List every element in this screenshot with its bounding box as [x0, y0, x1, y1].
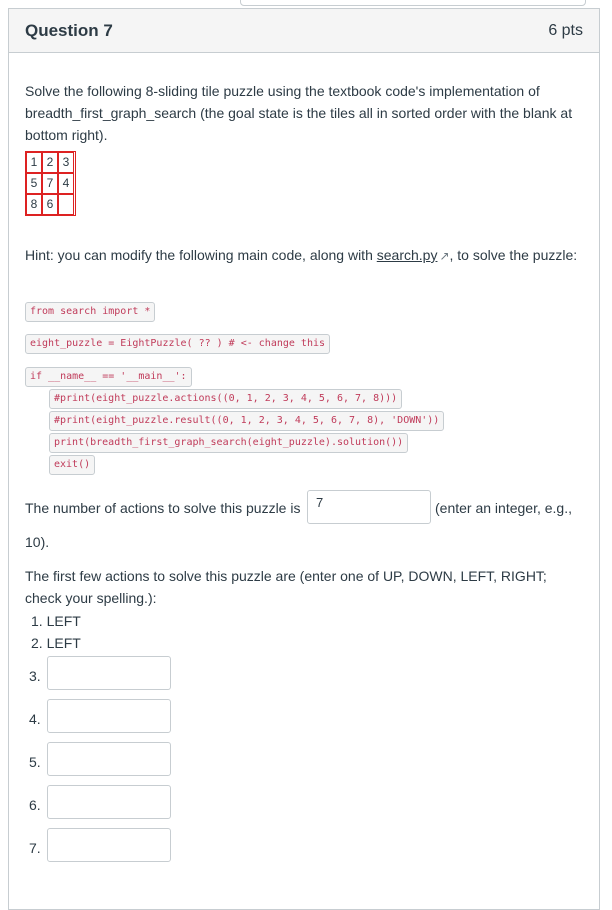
action-4-input[interactable] [47, 699, 171, 733]
code-main-if: if __name__ == '__main__': [25, 367, 192, 387]
question-card [8, 8, 600, 910]
hint-prefix: Hint: you can modify the following main code, along with [25, 247, 377, 263]
blank-tile [58, 194, 74, 215]
action-7-input[interactable] [47, 828, 171, 862]
previous-card-edge [240, 0, 586, 6]
tile: 8 [26, 194, 42, 215]
search-py-link[interactable]: search.py [376, 247, 438, 263]
code-line-1: #print(eight_puzzle.actions((0, 1, 2, 3, 4, 5, 6, 7, 8))) [49, 389, 402, 409]
tile: 3 [58, 152, 74, 173]
hint-suffix: , to solve the puzzle: [449, 247, 578, 263]
answer-number-4: 4. [29, 711, 41, 727]
answer-number-7: 7. [29, 840, 41, 856]
answer-number-5: 5. [29, 754, 41, 770]
count-question [25, 490, 585, 526]
code-assign: eight_puzzle = EightPuzzle( ?? ) # <- change this [25, 334, 330, 354]
tile: 1 [26, 152, 42, 173]
given-action-2: 2. LEFT [31, 635, 81, 651]
tile: 2 [42, 152, 58, 173]
actions-instructions: The first few actions to solve this puzzle are (enter one of UP, DOWN, LEFT, RIGHT; check your spelling.): [25, 568, 547, 606]
tile: 5 [26, 173, 42, 194]
action-3-input[interactable] [47, 656, 171, 690]
tile: 6 [42, 194, 58, 215]
code-line-3: print(breadth_first_graph_search(eight_puzzle).solution()) [49, 433, 408, 453]
puzzle-grid [25, 151, 76, 216]
answer-number-3: 3. [29, 668, 41, 684]
action-6-input[interactable] [47, 785, 171, 819]
tile: 7 [42, 173, 58, 194]
external-link-icon: ↗ [439, 249, 450, 263]
count-hint: (enter an integer, e.g., [435, 500, 572, 516]
code-import: from search import * [25, 302, 155, 322]
action-count-input[interactable] [307, 490, 431, 524]
question-points: 6 pts [548, 21, 583, 39]
tile: 4 [58, 173, 74, 194]
count-hint-end: 10). [25, 534, 50, 550]
count-label: The number of actions to solve this puzzle is [25, 500, 301, 516]
question-title: Question 7 [25, 20, 113, 40]
action-5-input[interactable] [47, 742, 171, 776]
given-action-1: 1. LEFT [31, 613, 81, 629]
hint-text [25, 244, 585, 267]
answer-number-6: 6. [29, 797, 41, 813]
question-description: Solve the following 8-sliding tile puzzle using the textbook code's implementation of breadth_first_graph_search (the goal state is the tiles all in sorted order with the blank at bottom right). [25, 83, 573, 143]
code-line-4: exit() [49, 455, 95, 475]
question-header [9, 9, 599, 53]
code-line-2: #print(eight_puzzle.result((0, 1, 2, 3, 4, 5, 6, 7, 8), 'DOWN')) [49, 411, 444, 431]
